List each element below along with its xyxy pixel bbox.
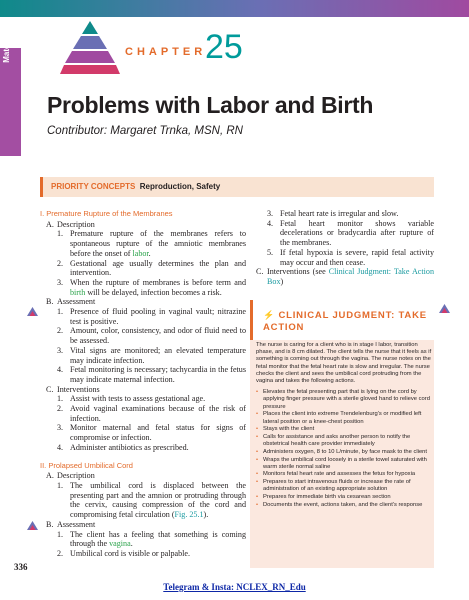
priority-triangle-icon	[27, 521, 38, 530]
action-item: • Documents the event, actions taken, and the client's response	[256, 502, 432, 509]
glossary-term: labor	[132, 248, 149, 258]
outline-item: 2. Avoid vaginal examinations because of the risk of infection.	[57, 404, 246, 423]
scenario-text: The nurse is caring for a client who is in stage I labor, transition phase, and is 8 cm dilated. The client tells the nurse that it feels as if something is coming out through the vagina. The nurse notes on the fetal monitor that the fetal heart rate is slow and irregular. The nurse checks the client and sees the umbilical cord protruding from the vagina and takes the following actions.	[256, 342, 432, 385]
lightning-icon: ⚡	[263, 310, 276, 320]
right-column	[250, 209, 434, 287]
priority-value: Reproduction, Safety	[139, 182, 221, 191]
outline-item: 3. Monitor maternal and fetal status for signs of compromise or infection.	[57, 423, 246, 443]
priority-triangle-icon	[439, 304, 450, 313]
section-heading: II. Prolapsed Umbilical Cord	[40, 460, 133, 470]
header-band	[0, 0, 469, 17]
outline-item: 1. Assist with tests to assess gestational age.	[57, 394, 206, 404]
contributor: Contributor: Margaret Trnka, MSN, RN	[47, 125, 243, 137]
outline-item: C. Interventions (see Clinical Judgment: Take Action Box)	[256, 267, 434, 286]
glossary-term: vagina	[109, 539, 131, 549]
pyramid-logo	[60, 19, 120, 79]
outline-item: 4. Administer antibiotics as prescribed.	[57, 442, 189, 452]
outline-item: B. Assessment	[46, 519, 96, 529]
outline-item: 2. Umbilical cord is visible or palpable.	[57, 548, 191, 558]
action-item: • Stays with the client	[256, 426, 432, 433]
footer-link[interactable]: Telegram & Insta: NCLEX_RN_Edu	[163, 582, 306, 592]
action-item: • Administers oxygen, 8 to 10 L/minute, by face mask to the client	[256, 449, 432, 456]
glossary-term: birth	[70, 287, 86, 297]
outline-item: 1. Premature rupture of the membranes refers to spontaneous rupture of the amniotic membranes before the onset of labor.	[57, 229, 246, 258]
action-item: • Calls for assistance and asks another person to notify the obstetrical health care provider immediately	[256, 434, 432, 448]
action-item: • Elevates the fetal presenting part that is lying on the cord by applying finger pressure with a sterile gloved hand to relieve cord pressure	[256, 389, 432, 411]
outline-item: 4. Fetal monitoring is necessary; tachycardia in the fetus may indicate maternal infection.	[57, 365, 246, 384]
outline-item: 1. The client has a feeling that something is coming through the vagina.	[57, 529, 246, 549]
outline-item: 2. Amount, color, consistency, and odor of fluid need to be assessed.	[57, 326, 246, 346]
chapter-number: 25	[205, 28, 243, 66]
priority-label: PRIORITY CONCEPTS	[51, 182, 136, 191]
action-item: • Wraps the umbilical cord loosely in a sterile towel saturated with warm sterile normal saline	[256, 457, 432, 471]
outline-item: 3. Fetal heart rate is irregular and slow.	[267, 209, 399, 218]
page-title: Problems with Labor and Birth	[47, 92, 374, 118]
outline-item: 1. The umbilical cord is displaced between the presenting part and the amnion or protruding through the cervix, causing compression of the cord and compromising fetal circulation (Fig. 25.1).	[57, 480, 246, 520]
outline-item: B. Assessment	[46, 297, 96, 307]
page-number: 336	[14, 562, 28, 572]
action-item: • Prepares for immediate birth via cesarean section	[256, 494, 432, 501]
action-item: • Prepares to start intravenous fluids or increase the rate of administration of an existing appropriate solution	[256, 479, 432, 493]
outline-item: 4. Fetal heart monitor shows variable decelerations or bradycardia after rupture of the membranes.	[267, 218, 434, 248]
priority-triangle-icon	[27, 307, 38, 316]
chapter-label: CHAPTER	[125, 46, 207, 58]
figure-link[interactable]: Fig. 25.1	[174, 510, 204, 520]
action-item: • Monitors fetal heart rate and assesses the fetus for hypoxia	[256, 471, 432, 478]
clinical-judgment-link[interactable]: Clinical Judgment: Take Action Box	[267, 267, 434, 286]
left-column	[40, 209, 246, 559]
action-item: • Places the client into extreme Trendelenburg's or modified left lateral position or a knee-chest position	[256, 411, 432, 425]
outline-item: A. Description	[46, 471, 95, 481]
action-list	[256, 389, 432, 509]
outline-item: 5. If fetal hypoxia is severe, rapid fetal activity may occur and then cease.	[267, 247, 434, 267]
clinical-judgment-title: ⚡ CLINICAL JUDGMENT: TAKE ACTION	[263, 310, 427, 333]
clinical-judgment-header	[250, 300, 434, 340]
outline-item: A. Description	[46, 219, 95, 229]
clinical-judgment-body	[256, 342, 432, 509]
outline-item: 1. Presence of fluid pooling in vaginal vault; nitrazine test is positive.	[57, 307, 246, 326]
outline-item: C. Interventions	[46, 384, 100, 394]
side-tab-label: Maternity	[2, 27, 11, 63]
outline-item: 2. Gestational age usually determines the plan and intervention.	[57, 258, 246, 278]
priority-concepts-bar	[40, 177, 434, 197]
outline-item: 3. Vital signs are monitored; an elevated temperature may indicate infection.	[57, 345, 246, 365]
outline-item: 3. When the rupture of membranes is before term and birth will be delayed, infection becomes a risk.	[57, 277, 246, 297]
section-heading: I. Premature Rupture of the Membranes	[40, 209, 173, 218]
